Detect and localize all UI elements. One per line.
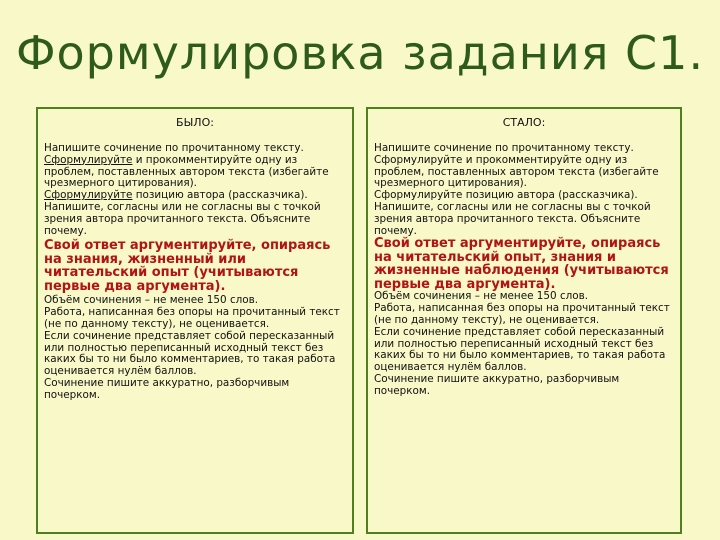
after-p3: Сформулируйте позицию автора (рассказчика). Напишите, согласны или не согласны вы с точкой зрения автора прочитанного текста. Объясните почему. <box>374 189 651 237</box>
after-text <box>374 143 674 398</box>
before-p4: Объём сочинения – не менее 150 слов. <box>44 294 259 307</box>
before-p7: Сочинение пишите аккуратно, разборчивым почерком. <box>44 376 290 401</box>
before-header: БЫЛО: <box>176 116 214 129</box>
after-header: СТАЛО: <box>502 116 546 129</box>
after-p5: Работа, написанная без опоры на прочитанный текст (не по данному тексту), не оценивается. <box>374 302 670 326</box>
before-p6: Если сочинение представляет собой пересказанный или полностью переписанный исходный текст без каких бы то ни было комментариев, то такая работа оценивается нулём баллов. <box>44 329 336 378</box>
before-text <box>44 143 346 402</box>
after-p1: Напишите сочинение по прочитанному тексту. <box>374 142 634 154</box>
after-panel <box>366 107 682 534</box>
after-p6: Если сочинение представляет собой пересказанный или полностью переписанный исходный текст без каких бы то ни было комментариев, то такая работа оценивается нулём баллов. <box>374 325 666 374</box>
before-p3-rest: позицию автора (рассказчика). Напишите, согласны или не согласны вы с точкой зрения автора прочитанного текста. Объясните почему. <box>44 189 321 237</box>
after-argument-requirement: Свой ответ аргументируйте, опираясь на читательский опыт, знания и жизненные наблюдения (учитываются первые два аргумента). <box>374 236 669 292</box>
after-p7: Сочинение пишите аккуратно, разборчивым почерком. <box>374 372 620 397</box>
before-p3-underlined: Сформулируйте <box>44 189 133 202</box>
after-p4: Объём сочинения – не менее 150 слов. <box>374 290 589 303</box>
slide-title: Формулировка задания С1. <box>15 26 705 80</box>
before-p5: Работа, написанная без опоры на прочитанный текст (не по данному тексту), не оценивается. <box>44 306 340 330</box>
before-p2 <box>44 155 346 190</box>
after-p2: Сформулируйте и прокомментируйте одну из проблем, поставленных автором текста (избегайте чрезмерного цитирования). <box>374 153 659 190</box>
before-p3 <box>44 190 346 237</box>
before-panel <box>36 107 354 534</box>
before-argument-requirement: Свой ответ аргументируйте, опираясь на знания, жизненный или читательский опыт (учитываются первые два аргумента). <box>44 238 331 294</box>
before-p2-underlined: Сформулируйте <box>44 153 133 166</box>
before-p2-rest: и прокомментируйте одну из проблем, поставленных автором текста (избегайте чрезмерного цитирования). <box>44 153 329 190</box>
before-p1: Напишите сочинение по прочитанному тексту. <box>44 142 304 154</box>
